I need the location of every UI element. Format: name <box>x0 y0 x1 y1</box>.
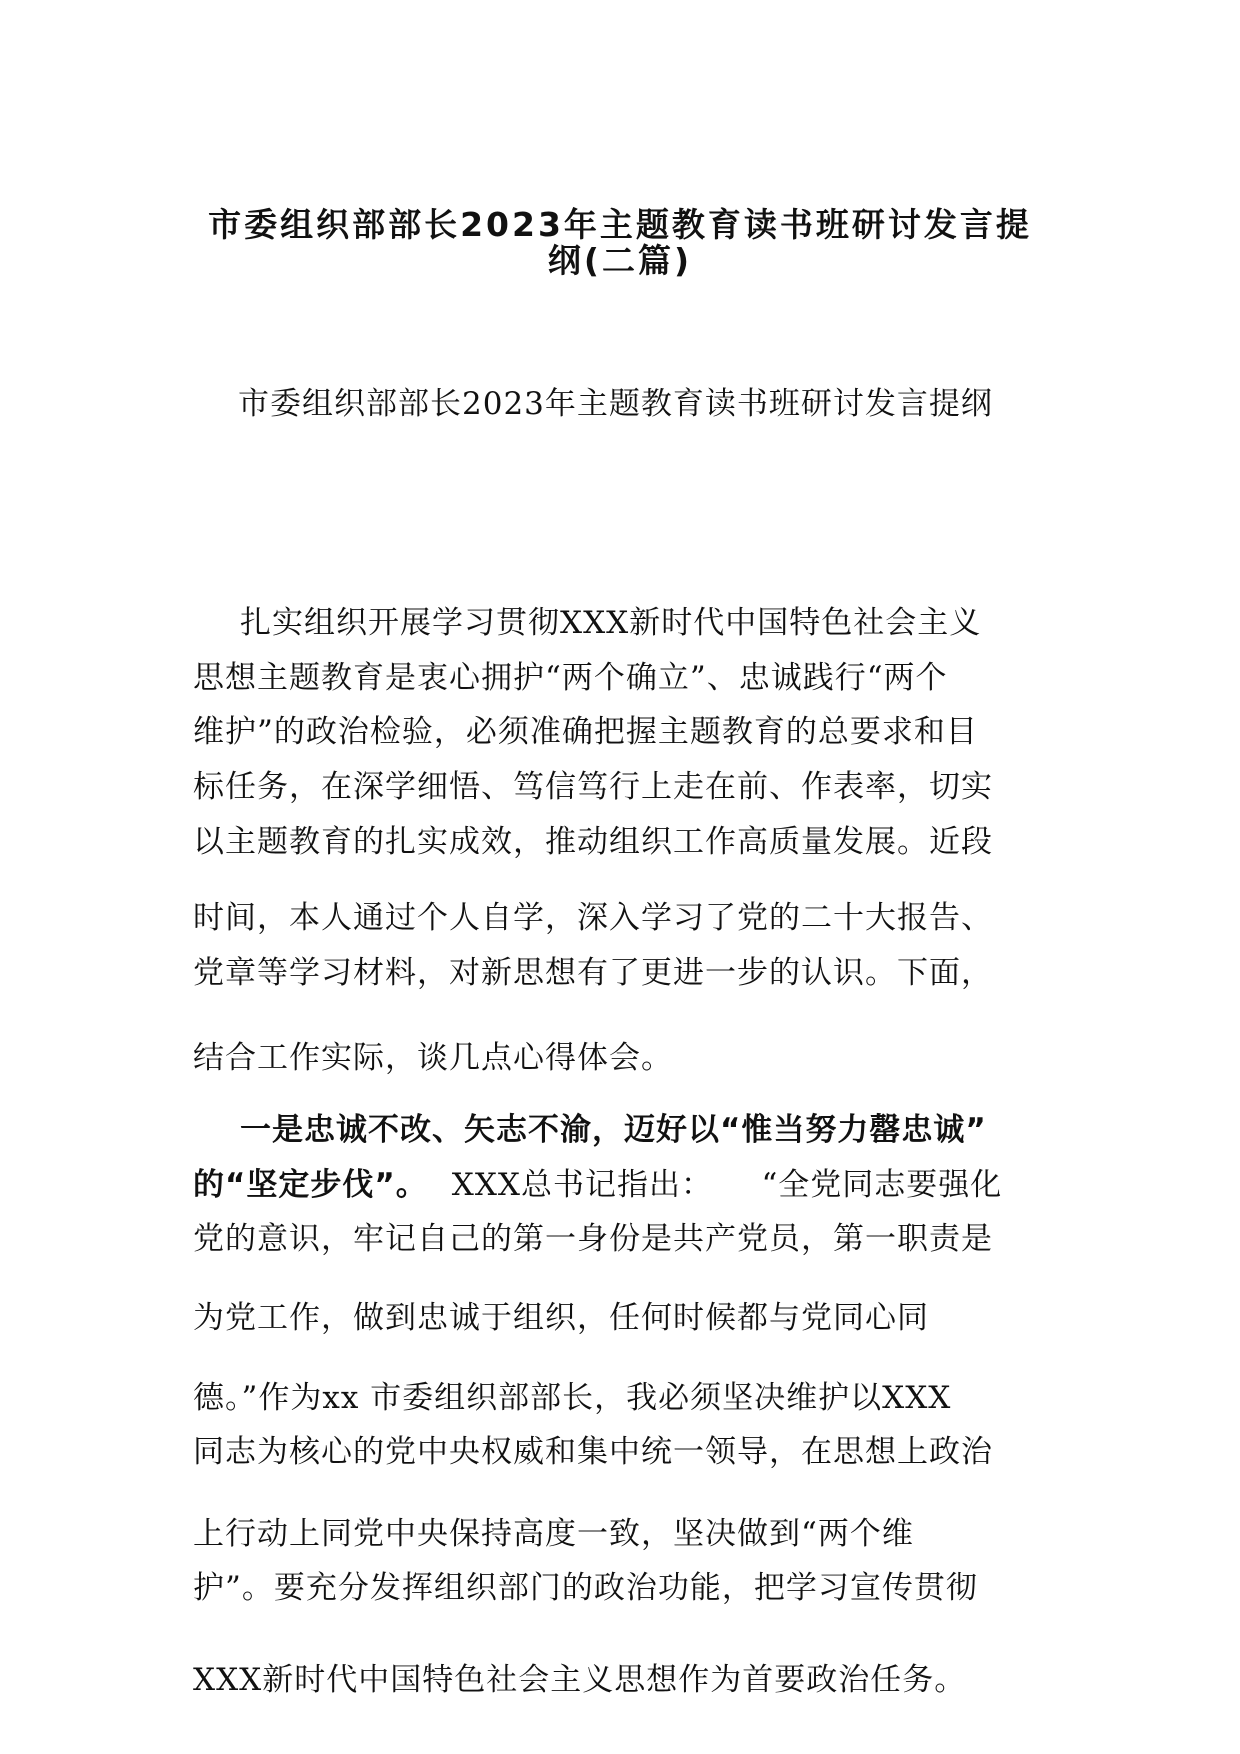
paragraph-1-line: 思想主题教育是衷心拥护“两个确立”、忠诚践行“两个 <box>193 660 948 696</box>
paragraph-2-line: 护”。要充分发挥组织部门的政治功能，把学习宣传贯彻 <box>193 1570 978 1606</box>
paragraph-2-line-2-rest: XXX总书记指出： “全党同志要强化 <box>451 1167 1003 1203</box>
paragraph-2-line: 党的意识，牢记自己的第一身份是共产党员，第一职责是 <box>193 1221 993 1257</box>
paragraph-2-line: 为党工作，做到忠诚于组织，任何时候都与党同心同 <box>193 1300 929 1336</box>
document-title-line-1: 市委组织部部长2023年主题教育读书班研讨发言提 <box>208 205 1032 244</box>
document-subtitle: 市委组织部部长2023年主题教育读书班研讨发言提纲 <box>238 386 993 422</box>
paragraph-2-line-2 <box>193 1165 1002 1205</box>
paragraph-1-line: 标任务，在深学细悟、笃信笃行上走在前、作表率，切实 <box>193 769 993 805</box>
document-title-line-2: 纲(二篇) <box>547 241 693 280</box>
paragraph-1-line: 维护”的政治检验，必须准确把握主题教育的总要求和目 <box>193 714 978 750</box>
paragraph-2-line: XXX新时代中国特色社会主义思想作为首要政治任务。 <box>193 1662 967 1698</box>
paragraph-2-heading-line-1: 一是忠诚不改、矢志不渝，迈好以“惟当努力罄忠诚” <box>240 1112 987 1148</box>
paragraph-2-line: 德。”作为xx 市委组织部部长，我必须坚决维护以XXX <box>193 1380 952 1416</box>
paragraph-1-line: 党章等学习材料，对新思想有了更进一步的认识。下面， <box>193 955 993 991</box>
paragraph-1-line: 扎实组织开展学习贯彻XXX新时代中国特色社会主义 <box>240 605 982 641</box>
paragraph-2-line: 上行动上同党中央保持高度一致，坚决做到“两个维 <box>193 1516 914 1552</box>
paragraph-2-line: 同志为核心的党中央权威和集中统一领导，在思想上政治 <box>193 1434 993 1470</box>
paragraph-1-line: 结合工作实际，谈几点心得体会。 <box>193 1040 673 1076</box>
paragraph-1-line: 以主题教育的扎实成效，推动组织工作高质量发展。近段 <box>193 824 993 860</box>
paragraph-1-line: 时间，本人通过个人自学，深入学习了党的二十大报告、 <box>193 900 993 936</box>
paragraph-2-heading-line-2: 的“坚定步伐”。 <box>193 1167 428 1203</box>
